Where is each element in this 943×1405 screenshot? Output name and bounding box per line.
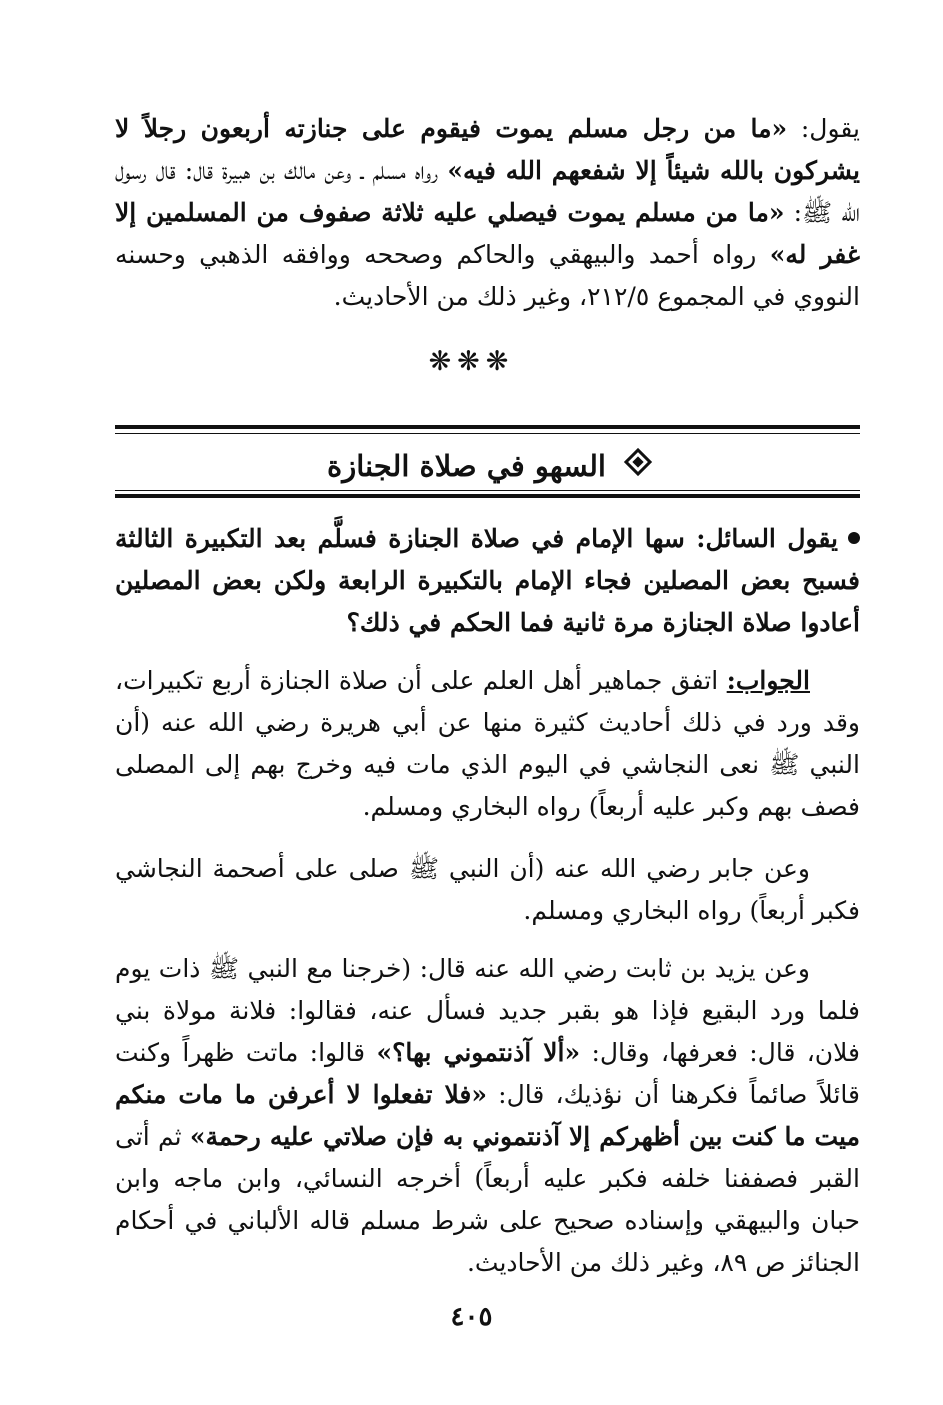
answer-label: الجواب: (726, 666, 810, 695)
title-rule-top-thick (115, 425, 860, 429)
title-rule-top-thin (115, 433, 860, 434)
page-number: ٤٠٥ (450, 1302, 493, 1332)
yazid-text-3: ثم أتى القبر فصففنا خلفه فكبر عليه أربعاً) أخرجه النسائي، وابن ماجه وابن حبان والبيهقي وإسناده صحيح على شرط مسلم قاله الألباني في أحكام الجنائز ص ٨٩، وغير ذلك من الأحاديث. (115, 1122, 860, 1277)
section-title-text: السهو في صلاة الجنازة (327, 449, 606, 483)
title-rule-bottom-thick (115, 494, 860, 498)
bullet-icon (848, 532, 860, 544)
yazid-text-2: قالوا: ماتت ظهراً وكنت قائلاً صائماً فكرهنا أن نؤذيك، قال: (115, 1038, 860, 1109)
intro-paragraph (115, 108, 860, 318)
intro-narration: رواه مسلم ـ وعن مالك بن هبيرة قال: قال رسول الله ﷺ: (115, 156, 860, 227)
separator-stars: ❋❋❋ (428, 346, 515, 377)
yazid-text-1: وعن يزيد بن ثابت رضي الله عنه قال: (خرجنا مع النبي ﷺ ذات يوم فلما ورد البقيع فإذا هو بقبر جديد فسأل عنه، فقالوا: فلانة مولاة بني فلان، قال: فعرفها، وقال: (115, 954, 861, 1067)
intro-sources: رواه أحمد والبيهقي والحاكم وصححه ووافقه الذهبي وحسنه النووي في المجموع ٢١٢/٥، وغير ذلك من الأحاديث. (115, 240, 860, 311)
section-title (115, 447, 860, 485)
hadith-three-rows: «ما من مسلم يموت فيصلي عليه ثلاثة صفوف من المسلمين إلا غفر له» (115, 198, 861, 269)
jabir-text: وعن جابر رضي الله عنه (أن النبي ﷺ صلى على أصحمة النجاشي فكبر أربعاً) رواه البخاري ومسلم. (115, 854, 860, 925)
question-paragraph (115, 518, 860, 644)
question-text: يقول السائل: سها الإمام في صلاة الجنازة فسلَّم بعد التكبيرة الثالثة فسبح بعض المصلين فجاء الإمام بالتكبيرة الرابعة ولكن بعض المصلين أعادوا صلاة الجنازة مرة ثانية فما الحكم في ذلك؟ (115, 524, 860, 637)
hadith-forty-men: «ما من رجل مسلم يموت فيقوم على جنازته أربعون رجلاً لا يشركون بالله شيئاً إلا شفعهم الله فيه» (115, 114, 860, 185)
quote-did-you-not-inform: «ألا آذنتموني بها؟» (376, 1038, 581, 1067)
yazid-paragraph (115, 948, 860, 1284)
jabir-paragraph (115, 848, 860, 932)
intro-prefix: يقول: (787, 114, 860, 143)
diamond-icon (624, 448, 652, 476)
answer-text: اتفق جماهير أهل العلم على أن صلاة الجنازة أربع تكبيرات، وقد ورد في ذلك أحاديث كثيرة منها عن أبي هريرة رضي الله عنه (أن النبي ﷺ نعى النجاشي في اليوم الذي مات فيه وخرج بهم إلى المصلى فصف بهم وكبر عليه أربعاً) رواه البخاري ومسلم. (115, 666, 860, 821)
answer-paragraph (115, 660, 860, 828)
quote-do-not-do: «فلا تفعلوا لا أعرفن ما مات منكم ميت ما كنت بين أظهركم إلا آذنتموني به فإن صلاتي عليه رحمة» (115, 1080, 860, 1151)
title-rule-bottom-thin (115, 490, 860, 491)
